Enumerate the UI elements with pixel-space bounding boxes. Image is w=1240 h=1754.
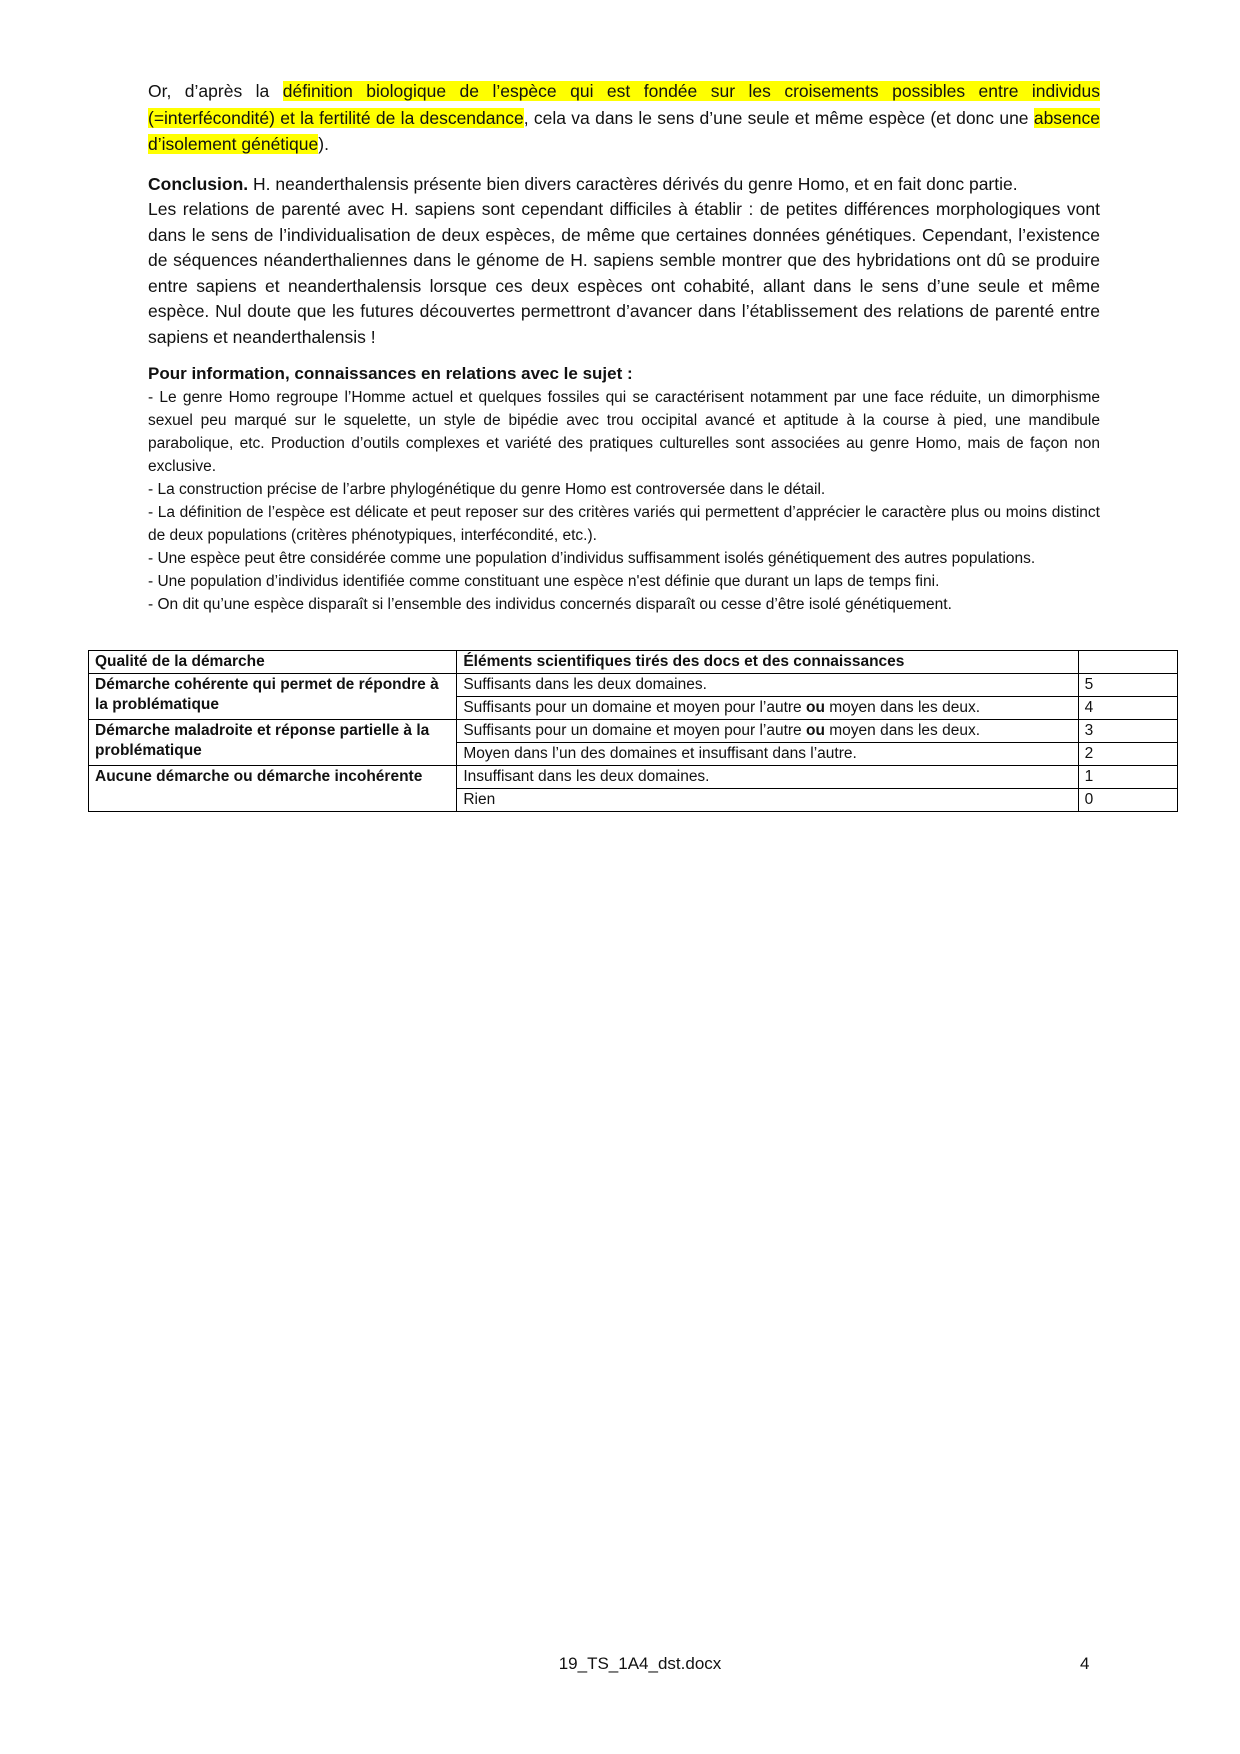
paragraph-text: , cela va dans le sens d’une seule et même espèce (et donc une (523, 107, 1034, 128)
conclusion-first-line (148, 172, 1100, 198)
criteria-emphasis: ou (806, 722, 825, 739)
criteria-text: Moyen dans l’un des domaines et insuffisant dans l’autre. (463, 745, 857, 762)
table-row (89, 674, 1178, 697)
table-row (89, 789, 1178, 812)
conclusion-body: Les relations de parenté avec H. sapiens sont cependant difficiles à établir : de petites différences morphologiques vont dans le sens de l’individualisation de deux espèces, de même que certaines données génétiques. Cependant, l’existence de séquences néanderthaliennes dans le génome de H. sapiens semble montrer que des hybridations ont dû se produire entre sapiens et neanderthalensis lorsque ces deux espèces ont cohabité, allant dans le sens d’une seule et même espèce. Nul doute que les futures découvertes permettront d’avancer dans l’établissement des relations de parenté entre sapiens et neanderthalensis ! (148, 199, 1100, 347)
score-cell: 0 (1078, 789, 1177, 812)
header-elements: Éléments scientifiques tirés des docs et des connaissances (457, 651, 1078, 674)
group-label: Démarche maladroite et réponse partielle à la problématique (89, 720, 457, 766)
group-label: Aucune démarche ou démarche incohérente (89, 766, 457, 789)
page-content (148, 78, 1100, 616)
criteria-cell (457, 789, 1078, 812)
score-cell: 4 (1078, 697, 1177, 720)
criteria-cell (457, 674, 1078, 697)
info-item: - La définition de l’espèce est délicate et peut reposer sur des critères variés qui permettent d’apprécier le caractère plus ou moins distinct de deux populations (critères phénotypiques, interfécondité, etc.). (148, 504, 1100, 544)
info-item: - La construction précise de l’arbre phylogénétique du genre Homo est controversée dans le détail. (148, 481, 826, 498)
paragraph-text: ). (318, 134, 329, 154)
info-item: - Une population d’individus identifiée comme constituant une espèce n'est définie que durant un laps de temps fini. (148, 573, 940, 590)
criteria-cell (457, 743, 1078, 766)
score-cell: 2 (1078, 743, 1177, 766)
table-row (89, 720, 1178, 743)
table-row (89, 766, 1178, 789)
criteria-text: moyen dans les deux. (824, 722, 981, 739)
info-list (148, 386, 1100, 616)
criteria-text: Rien (463, 791, 496, 808)
criteria-text: Suffisants pour un domaine et moyen pour l’autre (463, 699, 806, 716)
conclusion-first-text: H. neanderthalensis présente bien divers caractères dérivés du genre Homo, et en fait donc partie. (248, 173, 1018, 194)
criteria-cell (457, 766, 1078, 789)
highlighted-text: absence d’isolement génétique (148, 107, 1101, 154)
highlighted-text: définition biologique de l’espèce qui est fondée sur les croisements possibles entre individus (=interfécondité) et la fertilité de la descendance (148, 81, 1100, 128)
criteria-text: Insuffisant dans les deux domaines. (463, 768, 710, 785)
info-item: - Une espèce peut être considérée comme une population d’individus suffisamment isolés génétiquement des autres populations. (148, 550, 1036, 567)
group-label-empty (89, 789, 457, 812)
criteria-text: Suffisants dans les deux domaines. (463, 676, 707, 693)
info-item: - Le genre Homo regroupe l’Homme actuel et quelques fossiles qui se caractérisent notamment par une face réduite, un dimorphisme sexuel peu marqué sur le squelette, un style de bipédie avec trou occipital avancé et aptitude à la course à pied, une mandibule parabolique, etc. Production d’outils complexes et variété des pratiques culturelles sont associées au genre Homo, mais de façon non exclusive. (148, 389, 1100, 475)
conclusion-paragraph (148, 172, 1100, 351)
footer-page-number: 4 (1080, 1654, 1090, 1673)
criteria-emphasis: ou (806, 699, 825, 716)
score-cell: 1 (1078, 766, 1177, 789)
criteria-cell (457, 697, 1078, 720)
score-cell: 3 (1078, 720, 1177, 743)
criteria-text: Suffisants pour un domaine et moyen pour l’autre (463, 722, 806, 739)
info-title: Pour information, connaissances en relations avec le sujet : (148, 364, 633, 383)
paragraph-species-definition (148, 78, 1100, 158)
table-header-row (89, 651, 1178, 674)
criteria-cell (457, 720, 1078, 743)
group-label: Démarche cohérente qui permet de répondre à la problématique (89, 674, 457, 720)
paragraph-text: Or, d’après la (148, 81, 283, 101)
header-quality: Qualité de la démarche (89, 651, 457, 674)
footer-filename: 19_TS_1A4_dst.docx (558, 1654, 722, 1673)
info-item: - On dit qu’une espèce disparaît si l’ensemble des individus concernés disparaît ou cesse d’être isolé génétiquement. (148, 596, 952, 613)
criteria-text: moyen dans les deux. (824, 699, 981, 716)
score-cell: 5 (1078, 674, 1177, 697)
grading-table (88, 650, 1178, 812)
header-score (1078, 651, 1177, 674)
conclusion-label: Conclusion. (148, 173, 249, 194)
